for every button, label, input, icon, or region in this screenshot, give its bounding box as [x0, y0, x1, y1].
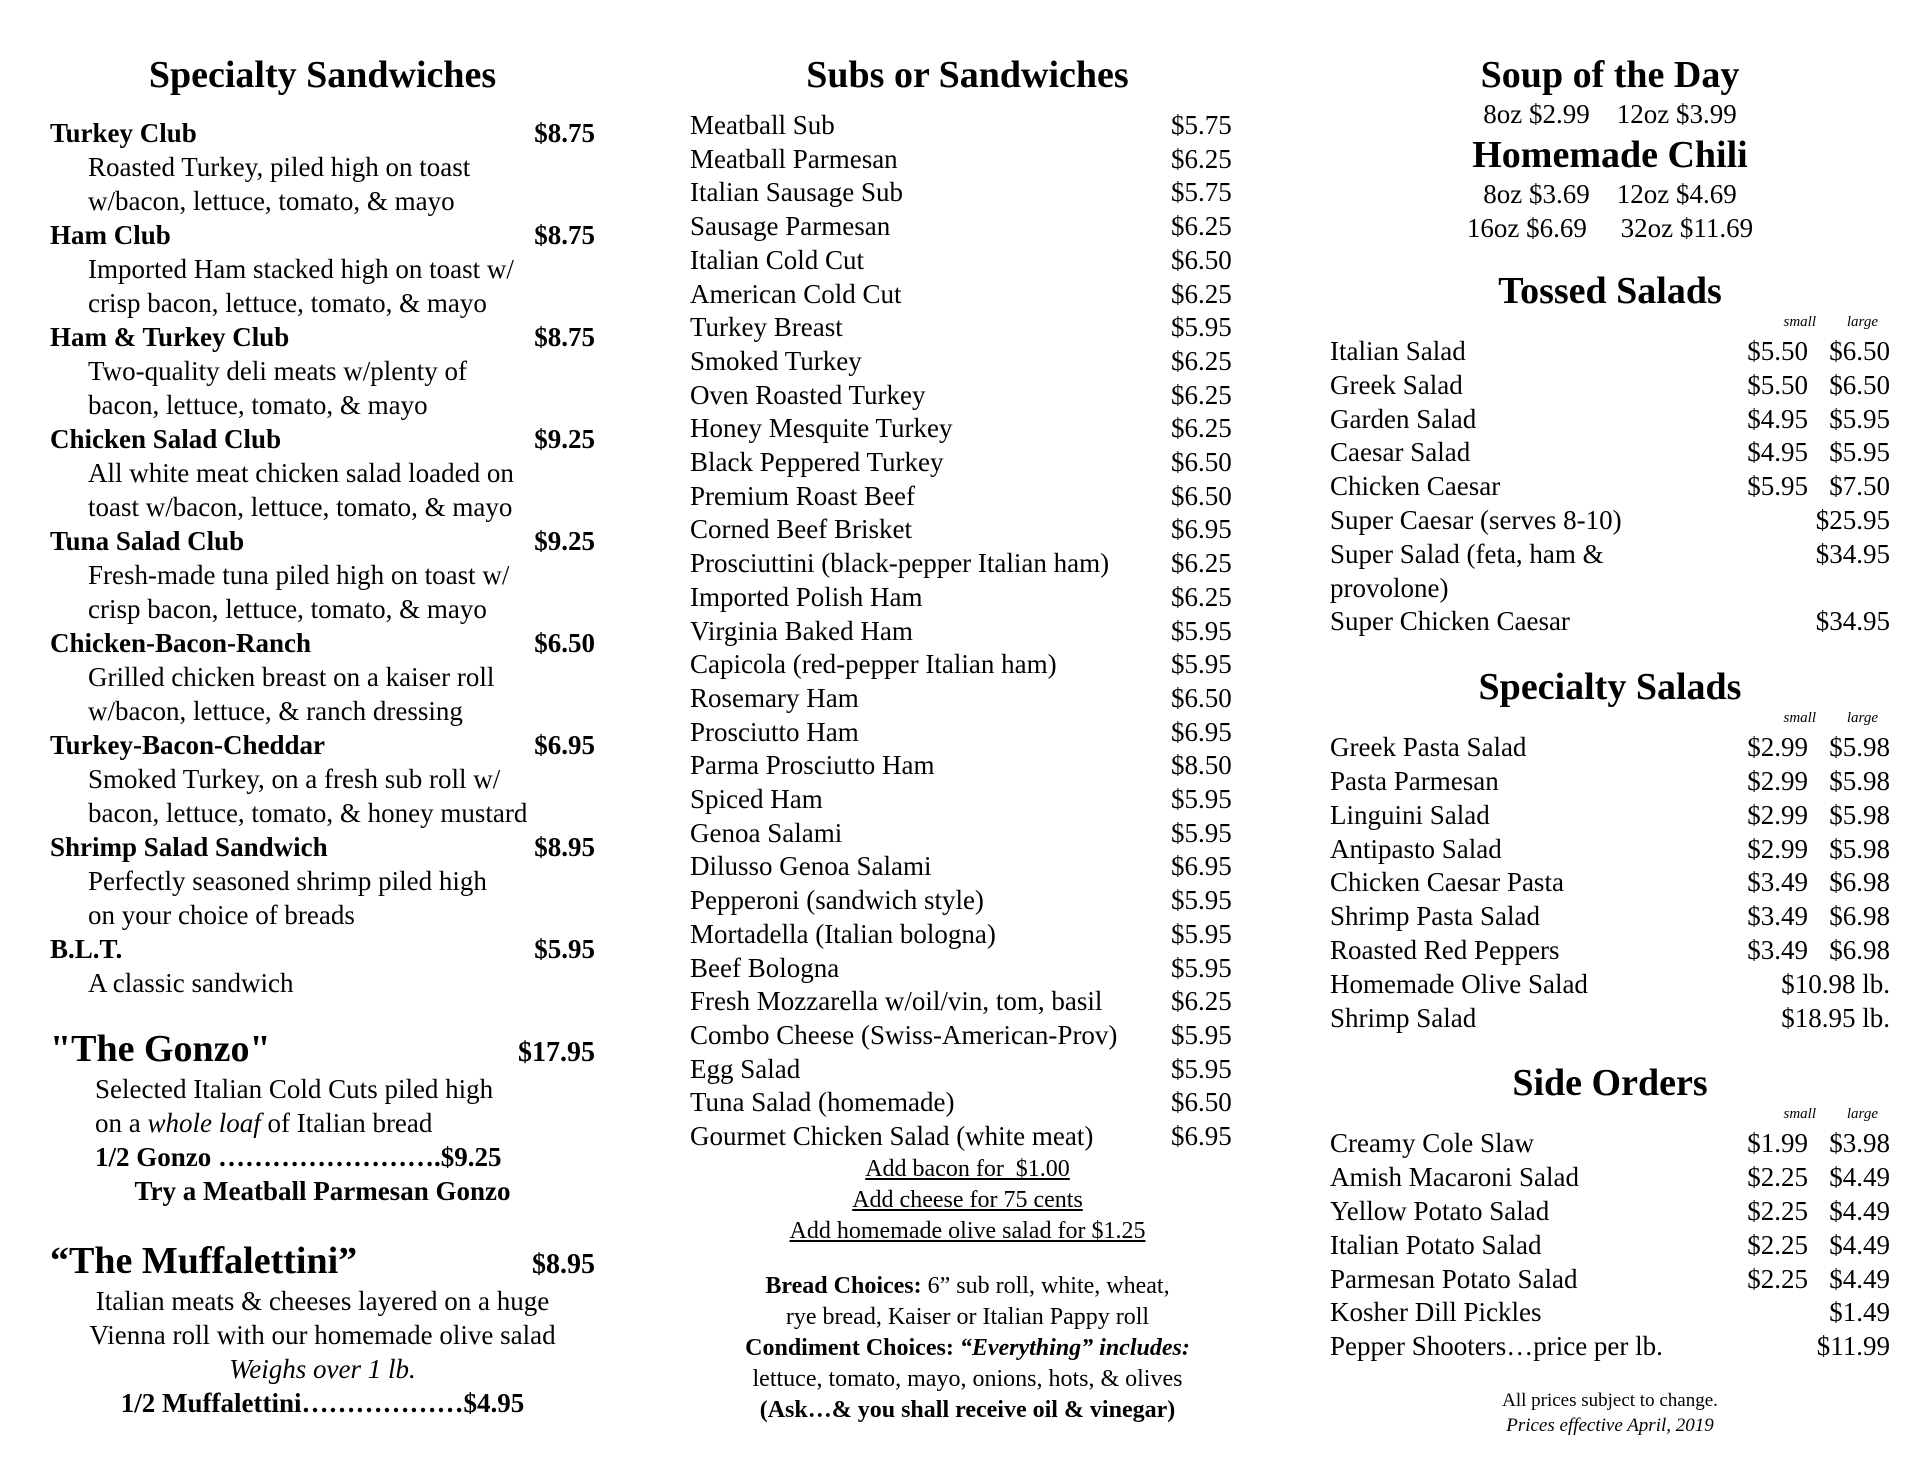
sub-name: Pepperoni (sandwich style) [690, 885, 984, 916]
sub-name: Combo Cheese (Swiss-American-Prov) [690, 1019, 1118, 1050]
sandwich-description: Roasted Turkey, piled high on toast w/bacon, lettuce, tomato, & mayo [88, 152, 471, 216]
price-row [1330, 1161, 1890, 1195]
soup-prices: 8oz $2.99 12oz $3.99 [1483, 99, 1737, 129]
sandwich-name: Ham & Turkey Club [50, 322, 290, 352]
sub-row [690, 682, 1245, 716]
muffalettini-price: $8.95 [532, 1249, 595, 1280]
subs-list [690, 109, 1245, 1154]
small-price: $2.25 [1747, 1195, 1808, 1226]
sub-name: Turkey Breast [690, 312, 843, 343]
sub-name: Beef Bologna [690, 952, 840, 983]
item-name: Chicken Caesar Pasta [1330, 867, 1564, 898]
sub-name: Oven Roasted Turkey [690, 379, 926, 410]
sub-row [690, 311, 1245, 345]
sub-price: $6.50 [1171, 244, 1232, 275]
small-price: $3.49 [1747, 867, 1808, 898]
sub-name: Prosciuttini (black-pepper Italian ham) [690, 548, 1110, 579]
sub-price: $6.25 [1171, 278, 1232, 309]
item-price: $34.95 [1815, 606, 1890, 637]
price-row [1330, 1330, 1890, 1364]
sandwich-name: Turkey Club [50, 118, 197, 148]
item-name: Garden Salad [1330, 403, 1477, 434]
price-row [1330, 436, 1890, 470]
sub-name: Meatball Parmesan [690, 143, 898, 174]
large-price: $5.95 [1829, 403, 1890, 434]
sandwich-item [50, 218, 595, 320]
sandwich-price: $5.95 [534, 934, 595, 964]
sandwich-price: $6.95 [534, 730, 595, 760]
sandwich-description: Two-quality deli meats w/plenty of bacon, lettuce, tomato, & mayo [88, 356, 468, 420]
side-orders-title: Side Orders [1512, 1062, 1708, 1105]
item-name: Amish Macaroni Salad [1330, 1162, 1579, 1193]
small-price: $2.99 [1747, 799, 1808, 830]
sub-name: Premium Roast Beef [690, 480, 915, 511]
price-row [1330, 833, 1890, 867]
sub-name: Virginia Baked Ham [690, 615, 913, 646]
sub-row [690, 244, 1245, 278]
item-price: $10.98 lb. [1781, 968, 1890, 999]
sub-row [690, 109, 1245, 143]
side-size-labels: small large [1783, 1106, 1878, 1123]
sub-row [690, 783, 1245, 817]
item-price: $11.99 [1816, 1331, 1890, 1362]
large-price: $7.50 [1829, 471, 1890, 502]
small-price: $4.95 [1747, 403, 1808, 434]
sub-price: $6.25 [1171, 548, 1232, 579]
sandwich-description: Fresh-made tuna piled high on toast w/ crisp bacon, lettuce, tomato, & mayo [88, 560, 510, 624]
sub-row [690, 850, 1245, 884]
sub-price: $6.50 [1171, 1087, 1232, 1118]
sandwich-description: A classic sandwich [88, 968, 294, 998]
muffalettini-weight: Weighs over 1 lb. [229, 1354, 416, 1384]
sub-price: $6.25 [1171, 413, 1232, 444]
item-name: Shrimp Pasta Salad [1330, 901, 1540, 932]
price-change-note: All prices subject to change. [1502, 1389, 1718, 1411]
half-gonzo: 1/2 Gonzo …………………….$9.25 [95, 1142, 502, 1172]
sub-price: $6.95 [1171, 1121, 1232, 1152]
sandwich-description: Perfectly seasoned shrimp piled high on your choice of breads [88, 866, 487, 930]
large-price: $5.98 [1829, 765, 1890, 796]
sub-row [690, 918, 1245, 952]
sandwich-description: Smoked Turkey, on a fresh sub roll w/ bacon, lettuce, tomato, & honey mustard [88, 764, 528, 828]
sub-price: $5.95 [1171, 1053, 1232, 1084]
gonzo-section [50, 1026, 595, 1208]
sub-price: $6.95 [1171, 851, 1232, 882]
sub-name: Smoked Turkey [690, 345, 862, 376]
large-price: $6.98 [1829, 934, 1890, 965]
sub-row [690, 210, 1245, 244]
large-price: $5.98 [1829, 732, 1890, 763]
sandwich-item [50, 524, 595, 626]
price-row [1330, 866, 1890, 900]
price-row [1330, 731, 1890, 765]
large-price: $5.95 [1829, 437, 1890, 468]
addon-list [690, 1154, 1245, 1247]
sub-name: Mortadella (Italian bologna) [690, 918, 996, 949]
item-name: Shrimp Salad [1330, 1002, 1477, 1033]
sub-row [690, 1086, 1245, 1120]
chili-prices-1: 8oz $3.69 12oz $4.69 [1483, 179, 1737, 209]
sub-price: $5.95 [1171, 784, 1232, 815]
price-row [1330, 1296, 1890, 1330]
sandwich-name: B.L.T. [50, 934, 123, 964]
small-price: $2.99 [1747, 732, 1808, 763]
item-name: Chicken Caesar [1330, 471, 1501, 502]
price-row [1330, 1127, 1890, 1161]
price-row [1330, 504, 1890, 538]
item-name: Super Caesar (serves 8-10) [1330, 504, 1622, 535]
price-row [1330, 1002, 1890, 1036]
condiment-choices: Condiment Choices: “Everything” includes: [745, 1334, 1190, 1361]
sub-name: Sausage Parmesan [690, 211, 891, 242]
price-row [1330, 538, 1890, 606]
small-price: $1.99 [1747, 1128, 1808, 1159]
sub-price: $5.95 [1171, 615, 1232, 646]
sub-name: Parma Prosciutto Ham [690, 750, 935, 781]
sub-row [690, 716, 1245, 750]
sandwich-description: Grilled chicken breast on a kaiser roll w/bacon, lettuce, & ranch dressing [88, 662, 495, 726]
price-row [1330, 369, 1890, 403]
specialty-sandwich-list [50, 116, 595, 1000]
large-price: $6.50 [1829, 369, 1890, 400]
sub-name: Fresh Mozzarella w/oil/vin, tom, basil [690, 986, 1103, 1017]
item-name: Pepper Shooters…price per lb. [1330, 1331, 1663, 1362]
sub-price: $6.25 [1171, 345, 1232, 376]
gonzo-price: $17.95 [518, 1037, 595, 1068]
small-price: $5.95 [1747, 471, 1808, 502]
sandwich-price: $9.25 [534, 526, 595, 556]
sandwich-price: $8.75 [534, 220, 595, 250]
sub-price: $8.50 [1171, 750, 1232, 781]
sub-name: Italian Cold Cut [690, 244, 864, 275]
sandwich-item [50, 320, 595, 422]
choices-section [690, 1271, 1245, 1426]
muffalettini-desc-line1: Italian meats & cheeses layered on a huge [95, 1286, 550, 1316]
sub-name: Tuna Salad (homemade) [690, 1087, 955, 1118]
sandwich-item [50, 422, 595, 524]
sandwich-name: Chicken-Bacon-Ranch [50, 628, 312, 658]
sandwich-description: Imported Ham stacked high on toast w/ crisp bacon, lettuce, tomato, & mayo [88, 254, 514, 318]
sub-name: Black Peppered Turkey [690, 447, 944, 478]
sandwich-item [50, 830, 595, 932]
sandwich-item [50, 728, 595, 830]
condiment-list: lettuce, tomato, mayo, onions, hots, & olives [752, 1365, 1183, 1392]
soup-title: Soup of the Day [1480, 54, 1740, 96]
sub-price: $5.95 [1171, 952, 1232, 983]
small-price: $3.49 [1747, 901, 1808, 932]
item-name: Yellow Potato Salad [1330, 1195, 1550, 1226]
price-row [1330, 605, 1890, 639]
small-price: $2.25 [1747, 1229, 1808, 1260]
sub-price: $6.95 [1171, 514, 1232, 545]
sandwich-name: Tuna Salad Club [50, 526, 245, 556]
muffalettini-name: “The Muffalettini” [50, 1240, 358, 1282]
addon-option: Add cheese for 75 cents [852, 1186, 1083, 1213]
half-muffalettini: 1/2 Muffalettini………………$4.95 [120, 1388, 525, 1418]
sub-row [690, 1053, 1245, 1087]
sandwich-item [50, 626, 595, 728]
sub-price: $5.95 [1171, 312, 1232, 343]
small-price: $2.25 [1747, 1263, 1808, 1294]
item-price: $18.95 lb. [1781, 1002, 1890, 1033]
sandwich-name: Shrimp Salad Sandwich [50, 832, 328, 862]
sub-price: $6.25 [1171, 211, 1232, 242]
small-price: $2.99 [1747, 833, 1808, 864]
sub-row [690, 985, 1245, 1019]
item-name: Greek Pasta Salad [1330, 732, 1527, 763]
small-price: $5.50 [1747, 336, 1808, 366]
sandwich-header [50, 728, 595, 762]
sandwich-item [50, 932, 595, 1000]
sandwich-price: $8.75 [534, 322, 595, 352]
sub-name: Honey Mesquite Turkey [690, 413, 953, 444]
muffalettini-section [50, 1238, 595, 1420]
subs-title: Subs or Sandwiches [806, 54, 1129, 96]
sub-row [690, 412, 1245, 446]
price-row [1330, 934, 1890, 968]
sub-price: $5.95 [1171, 885, 1232, 916]
sub-price: $6.50 [1171, 447, 1232, 478]
sandwich-item [50, 116, 595, 218]
bread-choices: Bread Choices: 6” sub roll, white, wheat, [765, 1272, 1170, 1299]
item-name: Parmesan Potato Salad [1330, 1263, 1578, 1294]
sandwich-price: $8.95 [534, 832, 595, 862]
small-price: $4.95 [1747, 437, 1808, 468]
sub-row [690, 817, 1245, 851]
muffalettini-desc-line2: Vienna roll with our homemade olive salad [89, 1320, 556, 1350]
sub-name: Rosemary Ham [690, 682, 859, 713]
large-price: $4.49 [1829, 1263, 1890, 1294]
price-row [1330, 470, 1890, 504]
specialty-sandwiches-title: Specialty Sandwiches [148, 54, 497, 96]
item-name: Italian Salad [1330, 336, 1466, 366]
sub-row [690, 446, 1245, 480]
sandwich-header [50, 320, 595, 354]
sub-name: Dilusso Genoa Salami [690, 851, 932, 882]
sub-name: Egg Salad [690, 1053, 801, 1084]
sandwich-description: All white meat chicken salad loaded on toast w/bacon, lettuce, tomato, & mayo [88, 458, 514, 522]
sub-price: $5.95 [1171, 1019, 1232, 1050]
price-row [1330, 765, 1890, 799]
item-name: Creamy Cole Slaw [1330, 1128, 1534, 1159]
item-name: Kosher Dill Pickles [1330, 1297, 1542, 1328]
sub-name: Imported Polish Ham [690, 581, 923, 612]
footer-notes [1330, 1388, 1890, 1438]
item-name: Super Chicken Caesar [1330, 606, 1570, 637]
addon-option: Add homemade olive salad for $1.25 [789, 1217, 1146, 1244]
sandwich-header [50, 218, 595, 252]
sandwich-header [50, 626, 595, 660]
large-price: $6.98 [1829, 901, 1890, 932]
sub-price: $5.95 [1171, 649, 1232, 680]
sub-row [690, 143, 1245, 177]
specialty-sandwiches-column [50, 0, 595, 1420]
sandwich-header [50, 422, 595, 456]
sandwich-price: $9.25 [534, 424, 595, 454]
item-name: Caesar Salad [1330, 437, 1471, 468]
sub-row [690, 884, 1245, 918]
sub-row [690, 345, 1245, 379]
sandwich-price: $8.75 [534, 118, 595, 148]
sandwich-header [50, 932, 595, 966]
item-price: $25.95 [1815, 504, 1890, 535]
item-name: Italian Potato Salad [1330, 1229, 1542, 1260]
sub-name: Spiced Ham [690, 784, 823, 815]
sub-row [690, 1019, 1245, 1053]
sub-row [690, 615, 1245, 649]
item-price: $34.95 [1815, 538, 1890, 569]
sandwich-header [50, 116, 595, 150]
soups-salads-column [1330, 0, 1890, 1438]
chili-prices-2: 16oz $6.69 32oz $11.69 [1466, 213, 1754, 243]
sandwich-price: $6.50 [534, 628, 595, 658]
specialty-salads-list [1330, 731, 1890, 1035]
sub-name: American Cold Cut [690, 278, 902, 309]
sandwich-header [50, 524, 595, 558]
item-name: Pasta Parmesan [1330, 765, 1499, 796]
tossed-salads-title: Tossed Salads [1498, 270, 1722, 312]
sub-name: Italian Sausage Sub [690, 177, 903, 208]
sub-price: $6.95 [1171, 716, 1232, 747]
large-price: $6.50 [1829, 336, 1890, 366]
sub-row [690, 278, 1245, 312]
price-row [1330, 799, 1890, 833]
large-price: $4.49 [1829, 1195, 1890, 1226]
tossed-size-labels: small large [1783, 314, 1878, 330]
item-name: Linguini Salad [1330, 799, 1490, 830]
sub-price: $6.50 [1171, 480, 1232, 511]
price-row [1330, 1263, 1890, 1297]
small-price: $3.49 [1747, 934, 1808, 965]
large-price: $6.98 [1829, 867, 1890, 898]
item-price: $1.49 [1829, 1297, 1890, 1328]
item-name: Roasted Red Peppers [1330, 934, 1560, 965]
tossed-salads-list [1330, 335, 1890, 639]
large-price: $5.98 [1829, 799, 1890, 830]
sub-price: $5.95 [1171, 817, 1232, 848]
sandwich-name: Turkey-Bacon-Cheddar [50, 730, 326, 760]
sub-price: $6.25 [1171, 143, 1232, 174]
bread-choices-line2: rye bread, Kaiser or Italian Pappy roll [785, 1303, 1150, 1330]
sub-row [690, 952, 1245, 986]
large-price: $5.98 [1829, 833, 1890, 864]
price-row [1330, 403, 1890, 437]
price-row [1330, 1229, 1890, 1263]
sandwich-name: Ham Club [50, 220, 171, 250]
large-price: $4.49 [1829, 1229, 1890, 1260]
small-price: $2.25 [1747, 1162, 1808, 1193]
item-name: Greek Salad [1330, 369, 1463, 400]
sub-row [690, 176, 1245, 210]
sub-name: Corned Beef Brisket [690, 514, 912, 545]
sub-price: $5.75 [1171, 110, 1232, 140]
specialty-size-labels: small large [1783, 710, 1878, 727]
sub-row [690, 513, 1245, 547]
addon-option: Add bacon for $1.00 [865, 1155, 1070, 1182]
sub-price: $6.25 [1171, 581, 1232, 612]
sub-price: $6.25 [1171, 986, 1232, 1017]
large-price: $3.98 [1829, 1128, 1890, 1159]
price-row [1330, 1195, 1890, 1229]
sub-name: Capicola (red-pepper Italian ham) [690, 649, 1057, 680]
price-row [1330, 900, 1890, 934]
small-price: $2.99 [1747, 765, 1808, 796]
sub-row [690, 1120, 1245, 1154]
sub-name: Meatball Sub [690, 110, 835, 140]
sub-price: $5.75 [1171, 177, 1232, 208]
price-row [1330, 335, 1890, 369]
gonzo-name: "The Gonzo" [50, 1028, 271, 1070]
price-effective-note: Prices effective April, 2019 [1506, 1414, 1714, 1436]
sub-name: Gourmet Chicken Salad (white meat) [690, 1121, 1094, 1152]
sub-name: Genoa Salami [690, 817, 843, 848]
sandwich-header [50, 830, 595, 864]
item-name: Homemade Olive Salad [1330, 968, 1588, 999]
large-price: $4.49 [1829, 1162, 1890, 1193]
small-price: $5.50 [1747, 369, 1808, 400]
sub-price: $6.50 [1171, 682, 1232, 713]
gonzo-desc-line2: on a whole loaf of Italian bread [95, 1108, 433, 1138]
chili-title: Homemade Chili [1472, 134, 1748, 176]
sub-row [690, 480, 1245, 514]
sub-row [690, 648, 1245, 682]
price-row [1330, 968, 1890, 1002]
sub-name: Prosciutto Ham [690, 716, 859, 747]
sandwich-name: Chicken Salad Club [50, 424, 282, 454]
sub-row [690, 581, 1245, 615]
item-name: Super Salad (feta, ham & provolone) [1330, 538, 1604, 603]
sub-price: $5.95 [1171, 918, 1232, 949]
gonzo-desc-line1: Selected Italian Cold Cuts piled high [95, 1074, 494, 1104]
gonzo-try: Try a Meatball Parmesan Gonzo [134, 1176, 511, 1206]
subs-column [690, 0, 1245, 1426]
sub-price: $6.25 [1171, 379, 1232, 410]
sub-row [690, 547, 1245, 581]
sub-row [690, 379, 1245, 413]
oil-vinegar-note: (Ask…& you shall receive oil & vinegar) [759, 1396, 1176, 1423]
item-name: Antipasto Salad [1330, 833, 1502, 864]
sub-row [690, 749, 1245, 783]
specialty-salads-title: Specialty Salads [1478, 666, 1742, 709]
side-orders-list [1330, 1127, 1890, 1364]
